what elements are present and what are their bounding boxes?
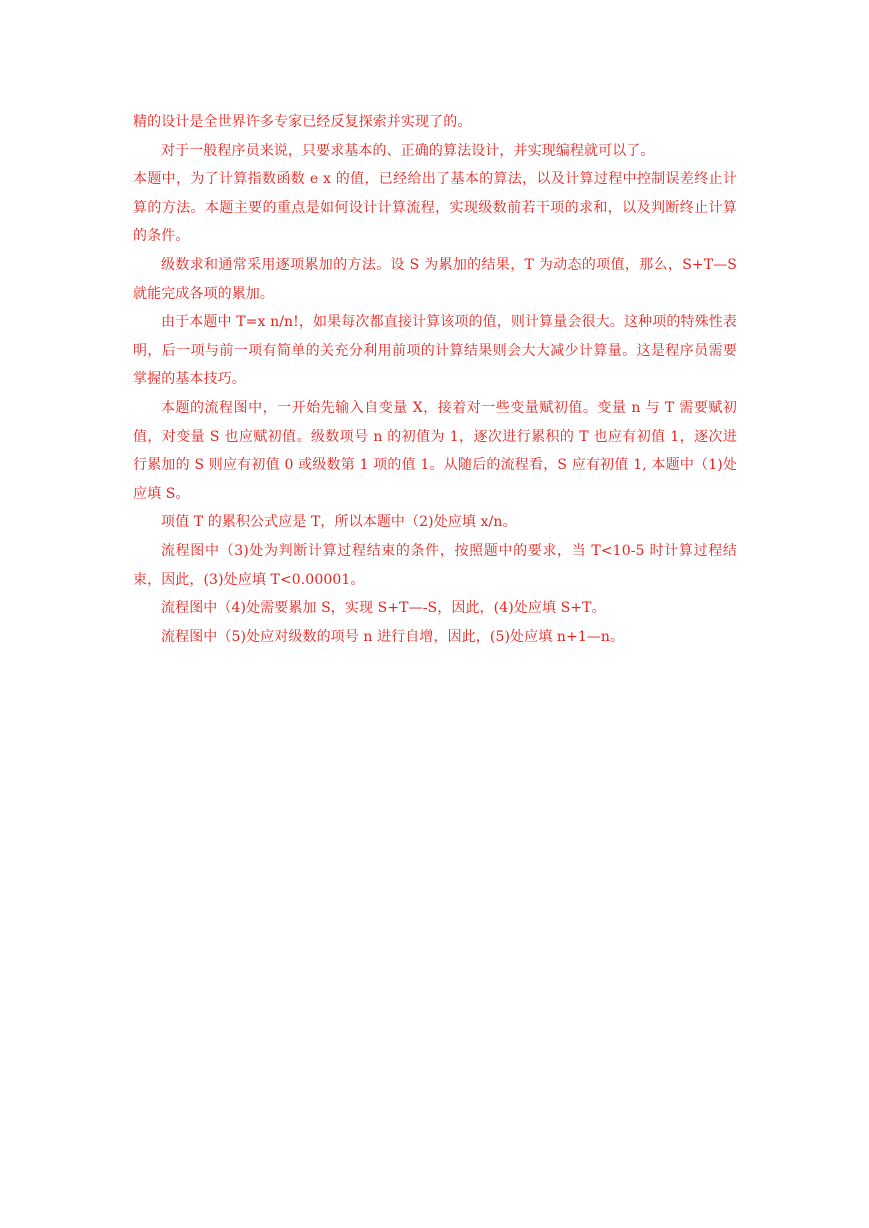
paragraph-6: 本题的流程图中，一开始先输入自变量 X，接着对一些变量赋初值。变量 n 与 T 需要赋初值，对变量 S 也应赋初值。级数项号 n 的初值为 1，逐次进行累积的 T 也应有初值 1，逐次进行累加的 S 则应有初值 0 或级数第 1 项的值 1。从随后的流程看，S 应有初值 1, 本题中（1)处应填 S。: [133, 399, 737, 502]
paragraph-9: 流程图中（4)处需要累加 S，实现 S+T—-S，因此，(4)处应填 S+T。: [161, 600, 606, 617]
paragraph-7: 项值 T 的累积公式应是 T，所以本题中（2)处应填 x/n。: [161, 514, 517, 531]
paragraph-8: 流程图中（3)处为判断计算过程结束的条件，按照题中的要求，当 T<10-5 时计算过程结束，因此，(3)处应填 T<0.00001。: [133, 542, 737, 588]
paragraph-2: 对于一般程序员来说，只要求基本的、正确的算法设计，并实现编程就可以了。: [161, 142, 655, 159]
paragraph-5: 由于本题中 T=x n/n!，如果每次都直接计算该项的值，则计算量会很大。这种项的特殊性表明，后一项与前一项有简单的关充分利用前项的计算结果则会大大减少计算量。这是程序员需要掌握的基本技巧。: [133, 314, 737, 388]
paragraph-3: 本题中，为了计算指数函数 e x 的值，已经给出了基本的算法，以及计算过程中控制误差终止计算的方法。本题主要的重点是如何设计计算流程，实现级数前若干项的求和，以及判断终止计算的条件。: [133, 171, 737, 245]
paragraph-4: 级数求和通常采用逐项累加的方法。设 S 为累加的结果，T 为动态的项值，那么，S+T—S 就能完成各项的累加。: [133, 256, 737, 302]
paragraph-1: 精的设计是全世界许多专家已经反复探索并实现了的。: [133, 114, 472, 130]
paragraph-10: 流程图中（5)处应对级数的项号 n 进行自增，因此，(5)处应填 n+1—n。: [161, 628, 625, 645]
document-body: [133, 108, 737, 651]
